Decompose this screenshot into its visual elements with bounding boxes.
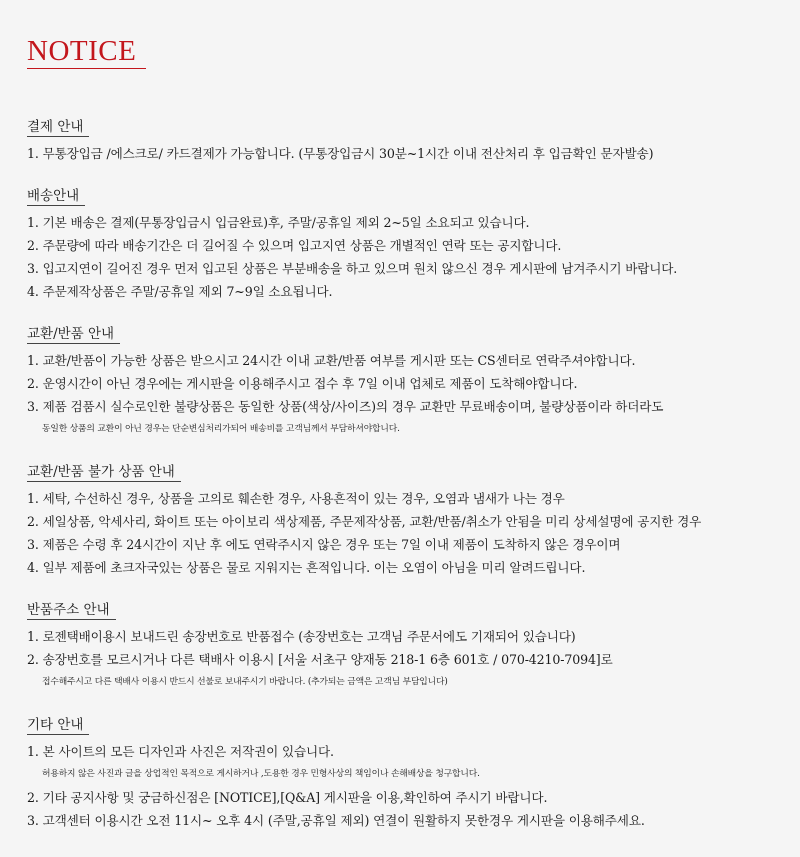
section-etc [27, 714, 797, 832]
info-line: 2. 주문량에 따라 배송기간은 더 길어질 수 있으며 입고지연 상품은 개별적인 연락 또는 공지합니다. [27, 238, 562, 253]
section-exchange-return [27, 323, 797, 441]
info-line: 2. 송장번호를 모르시거나 다른 택배사 이용시 [서울 서초구 양재동 218-1 6층 601호 / 070-4210-7094]로 [27, 652, 613, 667]
info-line: 4. 주문제작상품은 주말/공휴일 제외 7~9일 소요됩니다. [27, 284, 333, 299]
page-title: NOTICE [27, 34, 146, 69]
section-title: 결제 안내 [27, 118, 89, 137]
info-line: 허용하지 않은 사진과 글을 상업적인 목적으로 게시하거나 ,도용한 경우 민형사상의 책임이나 손해배상을 청구합니다. [42, 769, 480, 779]
info-line: 1. 본 사이트의 모든 디자인과 사진은 저작권이 있습니다. [27, 744, 334, 759]
info-line: 2. 기타 공지사항 및 궁금하신점은 [NOTICE],[Q&A] 게시판을 이용,확인하여 주시기 바랍니다. [27, 790, 548, 805]
section-title: 반품주소 안내 [27, 601, 116, 620]
info-line: 3. 입고지연이 길어진 경우 먼저 입고된 상품은 부분배송을 하고 있으며 원치 않으신 경우 게시판에 남겨주시기 바랍니다. [27, 261, 678, 276]
info-line: 1. 세탁, 수선하신 경우, 상품을 고의로 훼손한 경우, 사용흔적이 있는 경우, 오염과 냄새가 나는 경우 [27, 491, 565, 506]
section-title: 교환/반품 불가 상품 안내 [27, 463, 181, 482]
info-line: 1. 기본 배송은 결제(무통장입금시 입금완료)후, 주말/공휴일 제외 2~5일 소요되고 있습니다. [27, 215, 530, 230]
section-return-address [27, 599, 797, 694]
info-line: 1. 교환/반품이 가능한 상품은 받으시고 24시간 이내 교환/반품 여부를 게시판 또는 CS센터로 연락주셔야합니다. [27, 353, 636, 368]
info-line: 2. 세일상품, 악세사리, 화이트 또는 아이보리 색상제품, 주문제작상품, 교환/반품/취소가 안됨을 미리 상세설명에 공지한 경우 [27, 514, 702, 529]
section-title: 교환/반품 안내 [27, 325, 120, 344]
info-line: 3. 제품 검품시 실수로인한 불량상품은 동일한 상품(색상/사이즈)의 경우 교환만 무료배송이며, 불량상품이라 하더라도 [27, 399, 664, 414]
info-line: 동일한 상품의 교환이 아닌 경우는 단순변심처리가되어 배송비를 고객님께서 부담하셔야합니다. [42, 424, 400, 434]
info-line: 1. 무통장입금 /에스크로/ 카드결제가 가능합니다. (무통장입금시 30분~1시간 이내 전산처리 후 입금확인 문자발송) [27, 146, 654, 161]
section-title: 배송안내 [27, 187, 85, 206]
info-line: 1. 로젠택배이용시 보내드린 송장번호로 반품접수 (송장번호는 고객님 주문서에도 기재되어 있습니다) [27, 629, 576, 644]
info-line: 3. 제품은 수령 후 24시간이 지난 후 에도 연락주시지 않은 경우 또는 7일 이내 제품이 도착하지 않은 경우이며 [27, 537, 621, 552]
info-line: 접수해주시고 다른 택배사 이용시 반드시 선불로 보내주시기 바랍니다. (추가되는 금액은 고객님 부담입니다) [42, 677, 448, 687]
section-no-exchange [27, 461, 797, 579]
section-shipping [27, 185, 797, 303]
info-line: 4. 일부 제품에 초크자국있는 상품은 물로 지워지는 흔적입니다. 이는 오염이 아님을 미리 알려드립니다. [27, 560, 586, 575]
section-payment [27, 116, 797, 165]
section-title: 기타 안내 [27, 716, 89, 735]
info-line: 2. 운영시간이 아닌 경우에는 게시판을 이용해주시고 접수 후 7일 이내 업체로 제품이 도착해야합니다. [27, 376, 578, 391]
info-line: 3. 고객센터 이용시간 오전 11시~ 오후 4시 (주말,공휴일 제외) 연결이 원활하지 못한경우 게시판을 이용해주세요. [27, 813, 645, 828]
